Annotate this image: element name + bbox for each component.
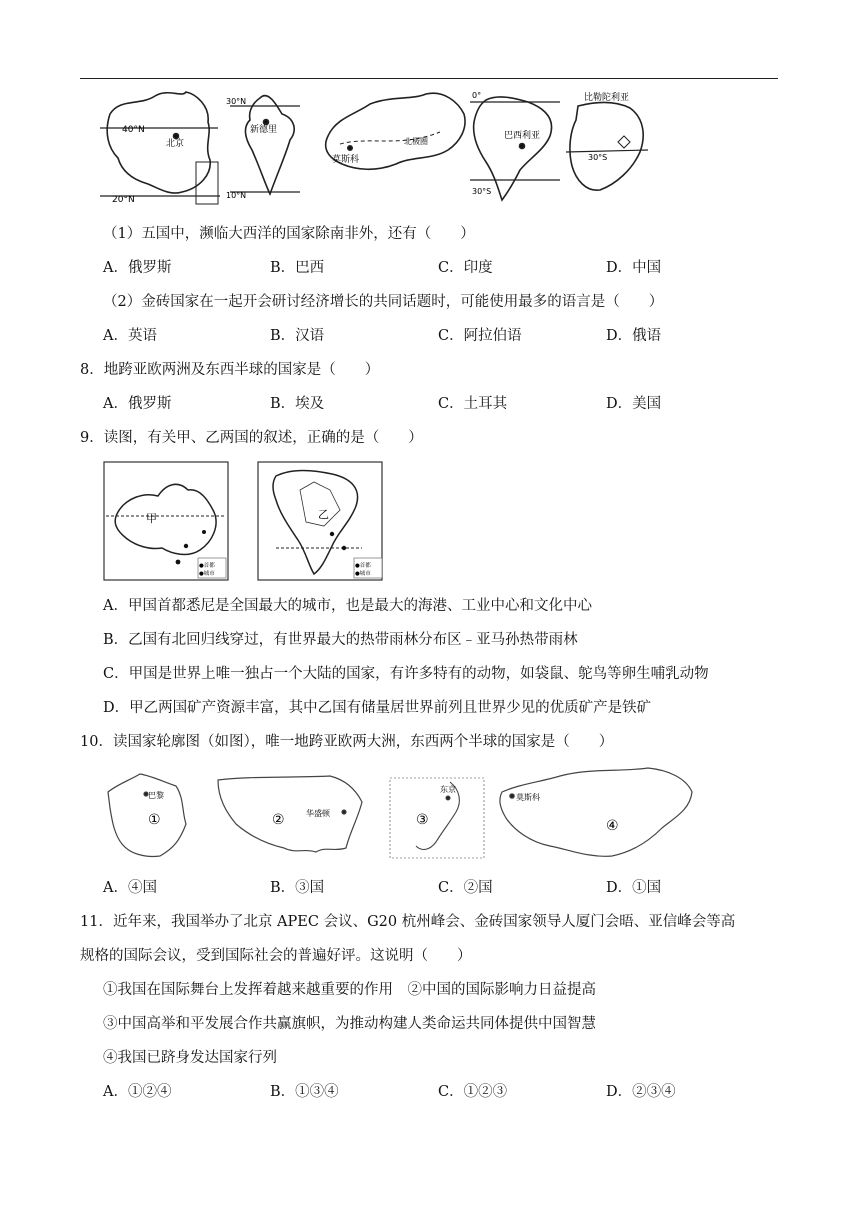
q7-sub2: （2）金砖国家在一起开会研讨经济增长的共同话题时，可能使用最多的语言是（ ）: [103, 294, 664, 310]
q8-option-b[interactable]: B．埃及: [270, 396, 325, 412]
usa-washington-label: 华盛顿: [306, 809, 330, 818]
q9-maps-figure: [100, 460, 400, 584]
brazil-legend-capital: ●首都: [355, 563, 371, 569]
china-beijing-label: 北京: [166, 139, 185, 149]
russia-number: ④: [606, 818, 619, 834]
china-map: [100, 92, 220, 204]
india-map: [230, 96, 300, 194]
q8-stem: 8．地跨亚欧两洲及东西半球的国家是（ ）: [80, 362, 380, 378]
q7-sub1-option-c[interactable]: C．印度: [438, 260, 493, 276]
russia-arctic-label: 北极圈: [404, 137, 428, 146]
q8-option-a[interactable]: A．俄罗斯: [103, 396, 172, 412]
south-africa-30s-label: 30°S: [588, 153, 608, 162]
q7-sub1-option-b[interactable]: B．巴西: [270, 260, 325, 276]
q9-option-d[interactable]: D．甲乙两国矿产资源丰富，其中乙国有储量居世界前列且世界少见的优质矿产是铁矿: [103, 700, 652, 716]
q9-option-a[interactable]: A．甲国首都悉尼是全国最大的城市，也是最大的海港、工业中心和文化中心: [103, 598, 592, 614]
jia-label: 甲: [146, 512, 157, 525]
q9-option-b[interactable]: B．乙国有北回归线穿过，有世界最大的热带雨林分布区﹣亚马孙热带雨林: [103, 632, 578, 648]
q10-stem: 10．读国家轮廓图（如图），唯一地跨亚欧两大洲，东西两个半球的国家是（ ）: [80, 734, 614, 750]
india-newdelhi-label: 新德里: [250, 125, 278, 135]
south-africa-capital-label: 比勒陀利亚: [584, 93, 630, 103]
q7-sub1: （1）五国中，濒临大西洋的国家除南非外，还有（ ）: [103, 226, 475, 242]
q10-maps-figure: [100, 762, 700, 868]
q11-stem-line2: 规格的国际会议，受到国际社会的普遍好评。这说明（ ）: [80, 948, 472, 964]
q10-maps-svg: [100, 762, 700, 868]
brazil-capital-label: 巴西利亚: [504, 131, 541, 141]
south-africa-map: [566, 103, 648, 191]
q8-option-d[interactable]: D．美国: [606, 396, 662, 412]
q7-sub2-option-c[interactable]: C．阿拉伯语: [438, 328, 522, 344]
q10-option-c[interactable]: C．②国: [438, 880, 493, 896]
brazil-map: [470, 97, 560, 200]
japan-tokyo-label: 东京: [440, 785, 456, 794]
france-map: [108, 774, 186, 857]
q11-option-c[interactable]: C．①②③: [438, 1084, 508, 1100]
q10-option-d[interactable]: D．①国: [606, 880, 662, 896]
france-number: ①: [148, 812, 161, 828]
brics-maps-figure: [100, 84, 660, 214]
india-10n-label: 10°N: [226, 191, 247, 200]
q9-option-c[interactable]: C．甲国是世界上唯一独占一个大陆的国家，有许多特有的动物，如袋鼠、鸵鸟等卵生哺乳动物: [103, 666, 709, 682]
q7-sub1-option-a[interactable]: A．俄罗斯: [103, 260, 172, 276]
china-20n-label: 20°N: [112, 195, 135, 205]
india-30n-label: 30°N: [226, 97, 247, 106]
japan-number: ③: [416, 812, 429, 828]
brazil-30s-label: 30°S: [472, 187, 492, 196]
q11-item-3: ④我国已跻身发达国家行列: [103, 1050, 277, 1066]
q11-item-1: ①我国在国际舞台上发挥着越来越重要的作用 ②中国的国际影响力日益提高: [103, 982, 596, 998]
usa-map: [218, 776, 362, 852]
q9-maps-svg: [100, 460, 400, 584]
q7-sub2-option-d[interactable]: D．俄语: [606, 328, 662, 344]
q10-option-b[interactable]: B．③国: [270, 880, 325, 896]
russia-map-q10: [500, 768, 692, 856]
q7-sub1-option-d[interactable]: D．中国: [606, 260, 662, 276]
header-rule: [80, 78, 778, 79]
q11-option-a[interactable]: A．①②④: [103, 1084, 172, 1100]
q10-option-a[interactable]: A．④国: [103, 880, 157, 896]
brics-maps-svg: [100, 84, 660, 214]
australia-legend-capital: ●首都: [199, 563, 215, 569]
brazil-legend-city: ●城市: [355, 571, 371, 577]
japan-map: [390, 778, 484, 858]
q9-stem: 9．读图，有关甲、乙两国的叙述，正确的是（ ）: [80, 430, 423, 446]
q11-stem-line1: 11．近年来，我国举办了北京 APEC 会议、G20 杭州峰会、金砖国家领导人厦门会晤、亚信峰会等高: [80, 914, 736, 930]
australia-legend-city: ●城市: [199, 571, 215, 577]
yi-label: 乙: [318, 508, 329, 521]
russia-moscow-label-q10: 莫斯科: [516, 793, 540, 802]
q11-option-d[interactable]: D．②③④: [606, 1084, 676, 1100]
q11-option-b[interactable]: B．①③④: [270, 1084, 339, 1100]
china-40n-label: 40°N: [122, 125, 145, 135]
russia-moscow-label: 莫斯科: [332, 155, 360, 165]
q11-item-2: ③中国高举和平发展合作共赢旗帜，为推动构建人类命运共同体提供中国智慧: [103, 1016, 596, 1032]
q7-sub2-option-a[interactable]: A．英语: [103, 328, 157, 344]
q7-sub2-option-b[interactable]: B．汉语: [270, 328, 325, 344]
brazil-0-label: 0°: [472, 91, 482, 100]
q8-option-c[interactable]: C．土耳其: [438, 396, 508, 412]
france-paris-label: 巴黎: [148, 791, 164, 800]
usa-number: ②: [272, 812, 285, 828]
